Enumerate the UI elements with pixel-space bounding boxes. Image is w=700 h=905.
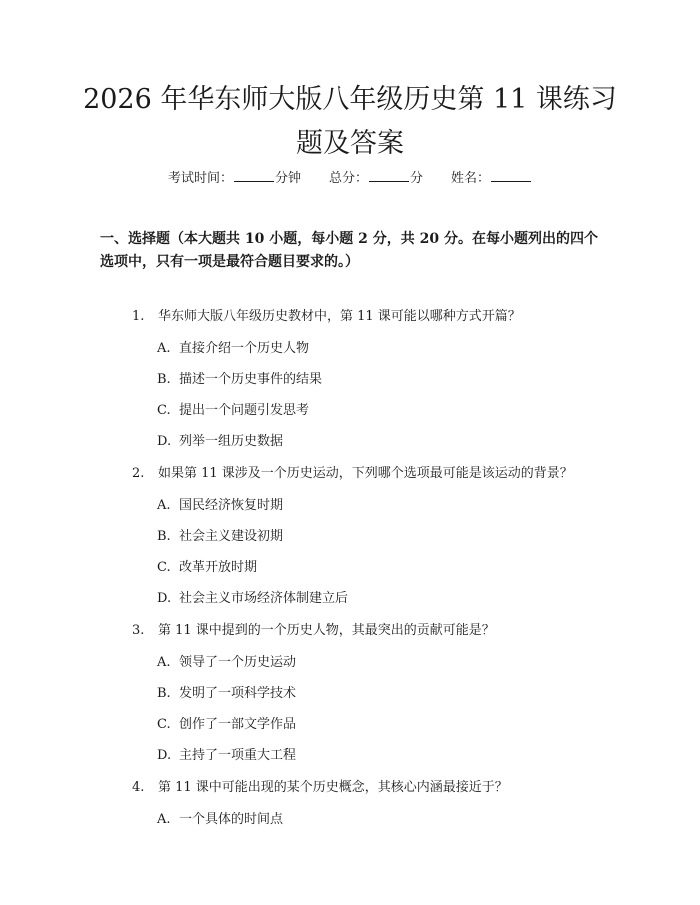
option-text: 一个具体的时间点 — [179, 812, 284, 827]
question-2 — [132, 464, 573, 484]
exam-time-label: 考试时间： — [167, 171, 233, 186]
option-letter: D. — [157, 591, 172, 606]
option-3b — [157, 684, 296, 704]
option-letter: A. — [157, 498, 171, 513]
title-line-2: 题及答案 — [296, 128, 404, 159]
option-letter: A. — [157, 341, 171, 356]
option-text: 直接介绍一个历史人物 — [179, 341, 310, 356]
option-2a — [157, 496, 283, 516]
question-4 — [132, 778, 508, 798]
total-score-label: 总分： — [328, 171, 368, 186]
exam-time-blank — [234, 167, 274, 182]
question-text: 第 11 课中可能出现的某个历史概念，其核心内涵最接近于？ — [158, 780, 508, 795]
question-number: 4. — [132, 780, 145, 795]
total-score-field — [329, 167, 423, 189]
exam-info-line — [0, 167, 700, 189]
option-3c — [157, 715, 296, 735]
option-letter: A. — [157, 655, 171, 670]
option-2d — [157, 589, 348, 609]
option-text: 领导了一个历史运动 — [179, 655, 297, 670]
option-text: 列举一组历史数据 — [179, 434, 284, 449]
option-text: 改革开放时期 — [179, 560, 258, 575]
option-letter: D. — [157, 748, 172, 763]
option-letter: A. — [157, 812, 171, 827]
total-score-blank — [369, 167, 409, 182]
option-letter: C. — [157, 560, 171, 575]
option-letter: B. — [157, 529, 171, 544]
option-letter: C. — [157, 403, 171, 418]
document-title — [80, 78, 620, 166]
section-heading: 一、选择题（本大题共 10 小题，每小题 2 分，共 20 分。在每小题列出的四个选项中，只有一项是最符合题目要求的。） — [100, 231, 598, 270]
option-letter: C. — [157, 717, 171, 732]
option-3a — [157, 653, 296, 673]
exam-time-field — [168, 167, 301, 189]
option-text: 国民经济恢复时期 — [179, 498, 284, 513]
question-3 — [132, 621, 495, 641]
option-text: 主持了一项重大工程 — [179, 748, 297, 763]
option-text: 社会主义建设初期 — [179, 529, 284, 544]
option-letter: B. — [157, 686, 171, 701]
option-text: 创作了一部文学作品 — [179, 717, 297, 732]
option-4a — [157, 810, 283, 830]
option-text: 提出一个问题引发思考 — [179, 403, 310, 418]
question-text: 第 11 课中提到的一个历史人物，其最突出的贡献可能是？ — [158, 623, 495, 638]
name-field — [451, 167, 532, 189]
question-number: 3. — [132, 623, 145, 638]
option-letter: B. — [157, 372, 171, 387]
option-1c — [157, 401, 309, 421]
option-text: 描述一个历史事件的结果 — [179, 372, 323, 387]
total-score-unit: 分 — [410, 171, 424, 186]
question-number: 2. — [132, 466, 145, 481]
question-1 — [132, 307, 521, 327]
option-text: 发明了一项科学技术 — [179, 686, 297, 701]
question-number: 1. — [132, 309, 145, 324]
option-1d — [157, 432, 283, 452]
question-text: 华东师大版八年级历史教材中，第 11 课可能以哪种方式开篇？ — [158, 309, 521, 324]
option-3d — [157, 746, 296, 766]
option-2b — [157, 527, 283, 547]
name-blank — [491, 167, 531, 182]
option-1a — [157, 339, 309, 359]
question-text: 如果第 11 课涉及一个历史运动，下列哪个选项最可能是该运动的背景？ — [158, 466, 573, 481]
option-1b — [157, 370, 322, 390]
option-2c — [157, 558, 257, 578]
option-text: 社会主义市场经济体制建立后 — [179, 591, 349, 606]
name-label: 姓名： — [451, 171, 491, 186]
exam-time-unit: 分钟 — [274, 171, 301, 186]
title-line-1: 2026 年华东师大版八年级历史第 11 课练习 — [83, 84, 617, 115]
option-letter: D. — [157, 434, 172, 449]
